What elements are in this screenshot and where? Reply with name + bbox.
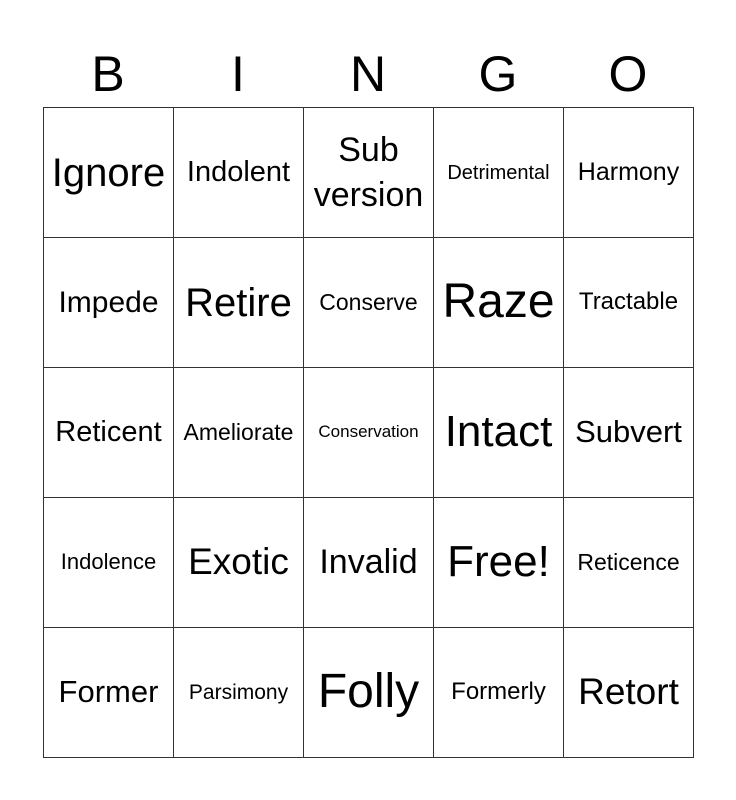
bingo-cell: [304, 238, 434, 368]
cell-word: Folly: [317, 665, 420, 719]
bingo-cell: [434, 108, 564, 238]
header-letter-b: B: [91, 46, 125, 102]
bingo-cell: [174, 108, 304, 238]
cell-word: Formerly: [451, 678, 546, 706]
bingo-cell: [304, 368, 434, 498]
cell-word: Detrimental: [447, 161, 550, 184]
bingo-cell: [44, 628, 174, 758]
header-letter-n: N: [349, 46, 387, 102]
cell-word: Harmony: [577, 157, 680, 186]
bingo-cell: [44, 108, 174, 238]
bingo-cell: [44, 498, 174, 628]
cell-word: Raze: [442, 275, 555, 329]
bingo-cell: [434, 628, 564, 758]
cell-word: Invalid: [319, 542, 418, 581]
bingo-cell: [564, 628, 694, 758]
cell-word: Sub version: [313, 131, 424, 214]
cell-word: Exotic: [188, 541, 289, 583]
bingo-cell: [304, 108, 434, 238]
cell-word: Indolence: [60, 549, 157, 575]
bingo-cell: [304, 628, 434, 758]
header-letter-g: G: [478, 46, 518, 102]
cell-word: Reticent: [55, 415, 162, 448]
bingo-card-grid: [43, 107, 694, 758]
bingo-cell: [564, 238, 694, 368]
header-letter-o: O: [608, 46, 648, 102]
cell-word: Former: [58, 674, 159, 710]
bingo-cell: [174, 628, 304, 758]
bingo-cell: [304, 498, 434, 628]
cell-word: Reticence: [577, 548, 680, 575]
cell-word: Subvert: [575, 414, 682, 450]
cell-word: Impede: [58, 286, 159, 319]
bingo-header: [43, 44, 693, 106]
bingo-cell: [564, 498, 694, 628]
bingo-cell: [44, 368, 174, 498]
bingo-cell: [174, 498, 304, 628]
bingo-cell: [174, 238, 304, 368]
bingo-cell: [434, 368, 564, 498]
bingo-cell: [434, 498, 564, 628]
bingo-cell: [434, 238, 564, 368]
bingo-cell: [44, 238, 174, 368]
cell-word: Indolent: [186, 155, 291, 188]
header-letter-i: I: [231, 46, 245, 102]
cell-word: Tractable: [578, 288, 679, 316]
cell-word: Retort: [578, 671, 679, 713]
cell-word: Ameliorate: [183, 418, 294, 445]
cell-word: Parsimony: [188, 680, 289, 704]
cell-word: Ignore: [51, 150, 166, 195]
bingo-cell: [174, 368, 304, 498]
bingo-cell: [564, 108, 694, 238]
bingo-cell: [564, 368, 694, 498]
cell-word: Retire: [185, 280, 292, 325]
cell-word: Conserve: [319, 288, 418, 315]
cell-word: Free!: [447, 537, 550, 587]
cell-word: Conservation: [318, 422, 419, 442]
cell-word: Intact: [444, 407, 553, 457]
